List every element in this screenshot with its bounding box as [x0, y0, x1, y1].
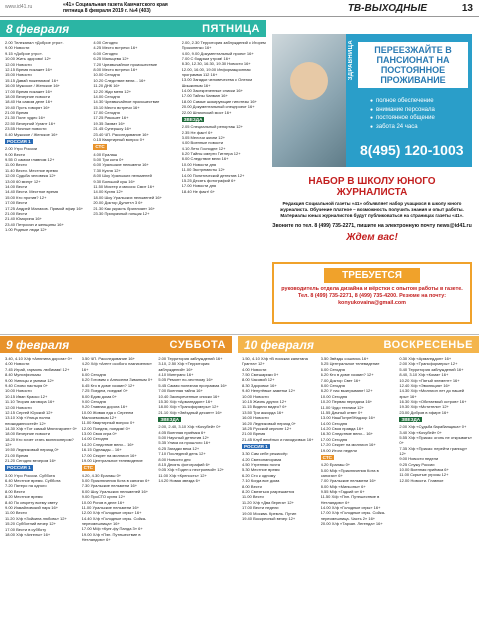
program-listing: 12.00 Поедем, поедим! 0+ — [81, 425, 131, 431]
day-header-saturday — [0, 336, 232, 353]
program-listing: 12.00, 16.00, 19.00 Информационная программа 112 16+ — [181, 66, 251, 77]
day-weekday: ПЯТНИЦА — [202, 22, 260, 35]
program-listing: 18.40 Не факт! 6+ — [181, 188, 215, 194]
program-listing: 4.20, 4.30 Ералаш 0+ — [81, 472, 122, 478]
program-listing: 21.10 Х/ф «Звёздный десант» 16+ — [158, 409, 223, 415]
program-listing: 10.00 Новости — [5, 388, 32, 394]
paper-info: «41» Социальная газета Камчатского края пятница 8 февраля 2019 г. №4 (403) — [63, 2, 168, 14]
ad2-title: НАБОР В ШКОЛУ ЮНОГО ЖУРНАЛИСТА — [308, 176, 436, 198]
ad-phone: 8(495) 120-1003 — [360, 142, 464, 158]
bullet-item: ● постоянное общение — [370, 114, 435, 123]
program-listing: 9.25 Служу России — [399, 461, 435, 467]
program-listing: 11.20 Х/ф «Два берега» 12+ — [242, 499, 294, 505]
program-listing: 2.00 Утро России — [5, 146, 38, 152]
program-listing: 19.40 Пусть говорят 16+ — [5, 104, 50, 110]
program-listing: 15.20 Субботний вечер 12+ — [5, 521, 56, 527]
program-listing: 4.00 Ералаш — [93, 151, 118, 157]
day-date: 8 февраля — [6, 21, 70, 36]
program-listing: 9.00 Умницы и умники 12+ — [5, 377, 55, 383]
program-listing: 16.00 Мужское / Женское 16+ — [5, 83, 61, 89]
program-listing: 16.30 Х/ф «Обитаемый остров» 16+ — [399, 398, 467, 404]
program-listing: 7.00 Доктор Свет 16+ — [320, 377, 361, 383]
program-listing: 14.30 Чрезвычайное происшествие — [93, 99, 160, 105]
program-listing: 13.00 НашПотребНадзор 16+ — [320, 415, 376, 421]
program-listing: 8.40, 3.10 Х/ф «Кома» 16+ — [399, 372, 449, 378]
program-listing: 13.00 Загадки человечества с Олегом Шишкиным 16+ — [181, 77, 253, 88]
program-listing: 1.50, 4.10 Х/ф «В поисках капитана Гранта» 12+ — [242, 356, 308, 367]
program-listing: 18.20 Кто хочет стать миллионером? 12+ — [5, 436, 74, 447]
program-listing: 10.15 Жизнь других 12+ — [242, 398, 287, 404]
program-listing: 18.00 Х/ф «Трансформеры» 12+ — [158, 404, 219, 410]
program-listing: 6.20 Тайны смерти Гитлера 12+ — [181, 151, 241, 157]
program-listing: 13.00 Своя игра 0+ — [81, 431, 118, 437]
ad3-title: ТРЕБУЕТСЯ — [324, 268, 420, 283]
channel-column — [82, 356, 155, 630]
program-listing: 17.00 Вести — [5, 200, 28, 206]
program-listing: 3.00 Утро России. Суббота — [5, 472, 55, 478]
program-listing: 17.25 Андрей Малахов. Прямой эфир 16+ — [5, 205, 84, 211]
program-listing: 14.20 Следствие вели... 16+ — [81, 441, 134, 447]
program-listing: 17.20 Секрет на миллион 16+ — [320, 442, 376, 448]
program-listing: 20.00 Х/ф «Тарзан. Легенда» 16+ — [320, 520, 383, 526]
program-listing: 3.40 Х/ф «Кочубей» 0+ — [399, 429, 442, 435]
program-listing: 21.00 Время — [5, 110, 29, 116]
program-listing: 6.40 Местное время. Суббота — [5, 478, 61, 484]
program-listing: 9.00 ПроСТО кухня 12+ — [81, 494, 126, 500]
program-listing: 19.50 Ледниковый период 0+ — [5, 447, 60, 453]
program-listing: 15.30 Х/ф «Армагеддон» 16+ — [158, 398, 213, 404]
program-listing: 7.20 Пятеро на одного — [5, 483, 47, 489]
day-date: 10 февраля — [244, 337, 314, 352]
program-listing: 12.40 Х/ф «Эволюция» 16+ — [399, 382, 451, 388]
day-header-friday — [0, 20, 266, 37]
program-listing: 17.00 Тайны Чапман 16+ — [181, 93, 228, 99]
program-listing: 8.30 Здоровье 16+ — [242, 382, 277, 388]
program-listing: 11.00 Х/ф «Крепость» 12+ — [158, 472, 207, 478]
program-listing: 15.15 Давай поженимся! 16+ — [5, 77, 59, 83]
program-listing: 6.20 Готовим с Алексеем Зиминым 0+ — [81, 377, 153, 383]
program-listing: 12.15 Сергей Юрский 12+ — [5, 409, 53, 415]
program-listing: 19.00 Москва. Кремль. Путин — [242, 510, 297, 516]
program-listing: 4.20 Х/ф «Агент особого назначения» 16+ — [81, 361, 152, 372]
program-listing: 10.00 Жить здорово! 12+ — [5, 56, 52, 62]
bullet-item: ● внимание персонала — [370, 106, 435, 115]
ad2-body: Редакция Социальной газеты «41» объявляет набор учащихся в школу юного журналиста. Обучение платное – возможность получить знания и опыт работы. Материалы юных журналистов будут публиковаться на страницах газеты «41». — [280, 201, 464, 218]
program-listing: 8.00 Шоу Уральских пельменей — [93, 173, 152, 179]
channel-logo: ЗВЕЗДА — [183, 116, 203, 122]
program-listing: 9.55 М/ф «Гадкий я» 6+ — [320, 489, 365, 494]
program-listing: 17.00 Х/ф «Голодные игры. Сойка-пересмешница. Часть 2» 16+ — [320, 510, 386, 521]
program-listing: 8.20 У нас выигрывают! 12+ — [320, 388, 373, 394]
program-listing: 6.25 Мальцева 12+ — [93, 56, 129, 62]
program-listing: 17.25 Рикошет 16+ — [93, 115, 129, 121]
site-url: www.id41.ru — [5, 4, 33, 10]
program-listing: 11.00 Чудо техники 12+ — [320, 404, 364, 410]
bullet-item: ● полное обеспечение — [370, 97, 435, 106]
program-listing: 21.00 Вести — [5, 210, 28, 216]
program-listing: 7.00 Военная тайна 16+ — [158, 388, 203, 394]
program-listing: 9.40 Слово пастыря 0+ — [5, 382, 48, 388]
program-listing: 7.20 Чрезвычайное происшествие — [93, 61, 158, 67]
channel-column — [93, 40, 177, 330]
section-title: ТВ-ВЫХОДНЫЕ — [347, 3, 427, 14]
program-listing: 4.00 Сегодня — [93, 40, 118, 45]
program-listing: 4.20 Ералаш 0+ — [320, 462, 351, 468]
program-listing: 0.40 Мужское / Женское 16+ — [5, 131, 58, 137]
channel-column — [158, 356, 231, 630]
program-listing: 17.00 Сегодня — [320, 436, 348, 442]
program-listing: 0.30 Х/ф «Армагеддон» 16+ — [399, 356, 452, 361]
program-listing: 21.45 Клуб весёлых и находчивых 16+ — [242, 436, 314, 442]
program-listing: 15.00 Кто против? 12+ — [5, 194, 47, 200]
program-listing: 17.00 Время покажет 16+ — [5, 88, 53, 94]
program-listing: 6.25 Загадки века 12+ — [158, 445, 200, 451]
channel-logo: РОССИЯ 1 — [7, 139, 31, 145]
program-listing: 5.35 Улика из прошлого 16+ — [158, 440, 211, 446]
program-listing: 14.30 Х/ф «Тот самый Мюнхгаузен» 0+ — [5, 425, 78, 431]
channel-logo: СТС — [83, 465, 93, 471]
program-listing: 20.00 Доктор Дулиттл 3 6+ — [93, 200, 143, 206]
program-listing: 5.30 Местное время — [242, 467, 280, 473]
program-listing: 19.00 Центральное телевидение — [81, 458, 143, 464]
program-listing: 22.00 Шпионский мост 16+ — [181, 109, 232, 115]
program-listing: 4.10 Минтранс 16+ — [158, 371, 194, 377]
program-listing: 9.00 Сегодня — [81, 398, 106, 404]
program-listing: 4.00 Военные новости — [181, 140, 224, 146]
program-listing: 7.45 Играй, гармонь любимая! 12+ — [5, 366, 70, 372]
program-listing: 10.00 Сегодня — [320, 393, 348, 399]
program-listing: 4.20 Смехопанорама — [242, 456, 282, 462]
program-listing: 6.20 Сто к одному — [242, 472, 276, 478]
program-listing: 19.40 Воскресный вечер 12+ — [242, 515, 296, 521]
saturday-schedule — [5, 356, 231, 630]
program-listing: 8.00 Вести — [5, 488, 25, 494]
program-listing: 21.45 Супершоу 16+ — [93, 126, 132, 132]
program-listing: 7.10 Последний день 12+ — [158, 451, 206, 457]
program-listing: 11.55 Дачный ответ 0+ — [320, 409, 363, 415]
channel-column — [5, 40, 89, 330]
ad2-contact: Звоните по тел. 8 (499) 735-2271, пишите на электронную почту news@id41.ru — [272, 223, 472, 229]
program-listing: 9.55 О самом главном 12+ — [5, 157, 55, 163]
program-listing: 23.40 Петросян и женщины 16+ — [5, 221, 64, 227]
program-listing: 3.05 Мелочи жизни 12+ — [181, 134, 226, 140]
program-listing: 8.40 Мультфильмы — [5, 372, 41, 378]
program-listing: 7.50 Смешарики 0+ — [242, 371, 279, 377]
program-listing: 18.00 Самые шокирующие гипотезы 16+ — [181, 98, 257, 104]
elderly-photo — [272, 34, 346, 167]
program-listing: 9.00 Новости — [5, 45, 30, 51]
program-listing: 4.50 Утренняя почта — [242, 462, 280, 468]
program-listing: 14.30 Х/ф «Миллион лет до нашей эры» 16+ — [399, 388, 465, 399]
program-listing: 2.00, 2.30 Территория заблуждений с Игорем Прокопенко 16+ — [181, 40, 266, 51]
program-listing: 10.00 Рогов в деле 16+ — [81, 499, 125, 505]
program-listing: 5.25 Центральное телевидение — [320, 361, 380, 367]
program-listing: 9.05 Х/ф «Годен к нестроевой» 12+ — [158, 467, 225, 473]
program-listing: 3.50 ЧП. Расследование 16+ — [81, 356, 135, 361]
program-listing: 11.50 Мистер и миссис Смит 16+ — [93, 183, 155, 189]
channel-column — [182, 40, 266, 330]
program-listing: 5.00 М/ф «Приключения Кота в сапогах» 6+ — [320, 467, 379, 478]
program-listing: 11.40 Вести. Местное время — [5, 167, 58, 173]
channel-logo: РОССИЯ 1 — [244, 444, 268, 450]
program-listing: 14.40 Вести. Местное время — [5, 189, 58, 195]
program-listing: 16.30 Следствие вели... 16+ — [320, 431, 373, 437]
page-number: 13 — [461, 3, 473, 14]
program-listing: 7.25 Поедем, поедим! 0+ — [81, 388, 128, 394]
program-listing: 17.00 Вести недели — [242, 505, 279, 511]
bullet-item: ● забота 24 часа — [370, 123, 435, 132]
program-listing: 16.00 Новости — [242, 415, 269, 421]
program-listing: 12.00 Судьба человека 12+ — [5, 173, 56, 179]
program-listing: 0.15 Квартирный вопрос 0+ — [93, 137, 145, 143]
friday-schedule — [5, 40, 266, 330]
program-listing: 2.00 Территория заблуждений 16+ — [158, 356, 223, 361]
program-listing: 23.40 ЧП. Расследование 16+ — [93, 131, 149, 137]
program-listing: 6.45 Кто в доме хозяин? 12+ — [81, 382, 135, 388]
channel-logo: СТС — [322, 455, 332, 461]
program-listing: 19.00 Итоги недели — [320, 447, 357, 453]
program-listing: 8.15 Десять фотографий 6+ — [158, 462, 211, 468]
program-listing: 10.20 Первая передача 16+ — [320, 399, 373, 405]
ad3-body: руководитель отдела дизайна и вёрстки с опытом работы в газете. Тел. 8 (499) 735-2271, 8 (499) 735-4200. Резюме на почту: konyukovaina@gmail.com — [281, 286, 463, 306]
program-listing: 18.25 Русский керлинг 12+ — [242, 425, 292, 431]
program-listing: 21.20 Сегодня вечером 16+ — [5, 458, 57, 464]
program-listing: 2.05 Специальный репортаж 12+ — [181, 124, 243, 130]
program-listing: 9.00 Вести — [5, 151, 25, 157]
program-listing: 2.00 Телеканал «Доброе утро». — [5, 40, 64, 45]
program-listing: 18.00 Вечерние новости — [5, 431, 50, 437]
program-listing: 14.20 Своя правда 16+ — [320, 426, 364, 432]
program-listing: 4.25 Место встречи 16+ — [93, 45, 138, 51]
program-listing: 21.00 Время — [242, 431, 266, 437]
program-listing: 16.15 Однажды... 16+ — [81, 447, 122, 453]
channel-logo: ЗВЕЗДА — [401, 417, 421, 423]
program-listing: 2.35 Не факт! 6+ — [181, 129, 213, 135]
program-listing: 7.30 Уральские пельмени 16+ — [81, 483, 138, 489]
program-listing: 11.10 Теория заговора 16+ — [5, 399, 55, 405]
program-listing: 23.55 Ночные новости — [5, 126, 47, 132]
program-listing: 13.00 60 минут 12+ — [5, 178, 41, 184]
program-listing: 6.20 Кто в доме хозяин? 12+ — [320, 372, 374, 378]
program-listing: 14.00 Кухня 12+ — [93, 189, 124, 195]
program-listing: 14.40 Х/ф «Голодные игры. Сойка-пересмешница» 16+ — [81, 515, 147, 526]
channel-logo: РОССИЯ 1 — [7, 465, 31, 471]
program-listing: 6.00 Сегодня — [81, 371, 106, 377]
channel-column — [242, 356, 317, 630]
program-listing: 7.35 Х/ф «Приказ: перейти границу» 12+ — [399, 445, 468, 456]
program-listing: 7.30 Кухня 12+ — [93, 167, 121, 173]
program-listing: 6.00 Уральские пельмени 16+ — [93, 162, 149, 168]
program-listing: 3.30 Сам себе режиссёр — [242, 451, 288, 457]
program-listing: 8.40 По секрету всему свету — [5, 499, 58, 505]
program-listing: 9.00 Измайловский парк 16+ — [5, 504, 59, 510]
program-listing: 23.30 Призрачный гонщик 12+ — [93, 210, 150, 216]
program-listing: 14.00 Сегодня — [93, 93, 120, 99]
program-listing: 5.00 Научный детектив 12+ — [158, 435, 210, 441]
program-listing: 8.00 Место встречи 16+ — [93, 66, 138, 72]
day-header-sunday — [238, 336, 479, 353]
program-listing: 11.00 Вести — [242, 494, 264, 500]
channel-column — [5, 356, 78, 630]
day-weekday: СУББОТА — [169, 338, 226, 351]
program-listing: 2.00, 2.40, 3.10 Х/ф «Кочубей» 0+ — [158, 424, 221, 430]
ad-strip-text: ЗДРАВНИЦА — [348, 40, 354, 81]
program-listing: 10.00 Военная приёмка 6+ — [399, 467, 449, 473]
program-listing: 17.00 М/ф «Кунг-фу Панда 3» 6+ — [81, 526, 143, 532]
program-listing: 17.00 Секрет на миллион 16+ — [81, 452, 137, 458]
program-listing: 3.10, 2.50 Х/ф «Территория заблуждений» 16+ — [158, 361, 210, 372]
program-listing: 15.00 Новости — [5, 72, 32, 78]
program-listing: 10.00 Сегодня — [93, 72, 120, 78]
program-listing: 5.40 Территория заблуждений 16+ — [399, 366, 464, 372]
program-listing: 21.30 Как украсть бриллиант 16+ — [93, 205, 155, 211]
program-listing: 4.05 Военная приёмка 6+ — [158, 429, 206, 435]
program-listing: 18.00 Вечерние новости — [5, 93, 50, 99]
program-listing: 10.00 Новости дня — [181, 161, 217, 167]
program-listing: 11.00 Уральские пельмени 16+ — [81, 504, 140, 510]
program-listing: 11.20 Х/ф «Зойкина любовь» 12+ — [5, 515, 67, 521]
program-listing: 20.00 Документальный спецпроект 16+ — [181, 104, 255, 110]
program-listing: 5.55 Х/ф «Приказ: огонь не открывать» 0+ — [399, 435, 472, 446]
program-listing: 4.00, 9.00 Документальный проект 16+ — [181, 50, 254, 56]
program-listing: 12.00 Новости. Главное — [399, 477, 444, 483]
program-listing: 6.00 Сегодня — [93, 50, 118, 56]
program-listing: 1.00 Родные люди 12+ — [5, 227, 47, 233]
program-listing: 5.00 Приключения Кота в сапогах 6+ — [81, 478, 150, 484]
program-listing: 14.00 Засекреченные списки 16+ — [181, 87, 243, 93]
program-listing: 12.00 Новости — [5, 61, 32, 67]
program-listing: 16.20 Ледниковый период 0+ — [242, 420, 297, 426]
channel-logo: СТС — [95, 144, 105, 150]
program-listing: 3.50 Звёзды сошлись 16+ — [320, 356, 369, 361]
program-listing: 11.20 ДНК 16+ — [93, 83, 120, 89]
program-listing: 8.00 Часовой 12+ — [242, 377, 275, 383]
program-listing: 10.15 Иван Краско 12+ — [5, 393, 48, 399]
program-listing: 14.00 Вести — [5, 183, 28, 189]
program-listing: 22.50 Вечерний Ургант 16+ — [5, 120, 56, 126]
job-ad — [272, 262, 472, 324]
program-listing: 18.00 Х/ф «Ангелы» 16+ — [5, 531, 51, 537]
program-listing: 8.00 Новости дня — [158, 456, 191, 462]
day-weekday: ВОСКРЕСЕНЬЕ — [383, 338, 473, 351]
program-listing: 11.00 Квартирный вопрос 0+ — [81, 420, 135, 426]
pension-ad[interactable] — [272, 34, 472, 167]
program-listing: 10.00 Живая еда с Сергеем Малоземовым 12+ — [81, 409, 134, 420]
program-listing: 21.40 Юморина 16+ — [5, 216, 42, 222]
program-listing: 18.40 На самом деле 16+ — [5, 99, 53, 105]
program-listing: 8.20 Местное время — [5, 494, 43, 500]
program-listing: 9.00 Новости недели — [399, 456, 439, 462]
program-listing: 14.20 Новая звезда 6+ — [158, 478, 201, 484]
program-listing: 8.00 Шоу Уральских пельменей 16+ — [81, 488, 149, 494]
program-listing: 11.00 Скрытые угрозы 12+ — [399, 472, 449, 478]
program-listing: 13.10 Х/ф «Улица полна неожиданностей» 12+ — [5, 415, 51, 426]
channel-column — [399, 356, 474, 630]
ad-headline: ПЕРЕЕЗЖАЙТЕ В ПАНСИОНАТ НА ПОСТОЯННОЕ ПРОЖИВАНИЕ — [358, 42, 468, 88]
program-listing: 17.00 Сегодня — [93, 110, 120, 116]
program-listing: 15.25 Десять фотографий 6+ — [181, 178, 236, 184]
program-listing: 9.15 «Доброе утро». — [5, 50, 43, 56]
program-listing: 11.00 Экстремисты 12+ — [181, 167, 226, 173]
program-listing: 12.00 Х/ф «Голодные игры» 16+ — [81, 510, 142, 516]
program-listing: 12.00 Новости — [5, 404, 32, 410]
program-listing: 10.20 Следствие вели... 16+ — [93, 77, 146, 83]
day-date: 9 февраля — [6, 337, 70, 352]
program-listing: 17.00 Вести в субботу — [5, 526, 47, 532]
program-listing: 8.00 Следствие вели 16+ — [181, 156, 229, 162]
program-listing: 7.10 Когда все дома — [242, 478, 280, 484]
program-listing: 8.00 Сегодня — [320, 382, 345, 388]
program-listing: 14.00 Х/ф «Голодные игры» 16+ — [320, 504, 381, 510]
program-listing: 14.00 Сегодня — [320, 420, 348, 426]
program-listing: 14.00 Политический детектив 12+ — [181, 172, 245, 178]
program-listing: 5.05 Ремонт по-честному 16+ — [158, 377, 214, 383]
program-listing: 13.50 Три аккорда 16+ — [242, 409, 284, 415]
program-listing: 21.30 Поле чудес 16+ — [5, 115, 46, 121]
program-listing: 2.00 Х/ф «Трансформеры» 12+ — [399, 361, 458, 367]
program-listing: 19.00 Х/ф «Пэн. Путешествие в Нетландию» 6+ — [81, 531, 141, 542]
program-listing: 11.15 Видели видео? 6+ — [242, 404, 287, 410]
program-listing: 23.00 Добров в эфире 16+ — [399, 409, 449, 415]
program-listing: 9.30 Большой куш 16+ — [93, 178, 136, 184]
program-listing: 7.00 С бодрым утром! 16+ — [181, 55, 231, 61]
program-listing: 5.45 Самая полезная программа 16+ — [158, 382, 228, 388]
program-listing: 12.20 Жди меня 12+ — [93, 88, 132, 94]
program-listing: 17.00 Новости дня — [181, 183, 217, 189]
journalism-school-ad — [272, 170, 472, 258]
program-listing: 5.00 Три кота 0+ — [93, 157, 124, 163]
program-listing: 8.00 Едим дома 0+ — [81, 393, 117, 399]
program-listing: 19.30 Х/ф «Мстители» 12+ — [399, 404, 449, 410]
program-listing: 7.00 Уральские пельмени 16+ — [320, 478, 377, 484]
program-listing: 8.20 Смеяться разрешается — [242, 489, 295, 494]
program-listing: 11.50 Х/ф «Пэн. Путешествие в Нетландию» 6+ — [320, 494, 380, 505]
program-listing: 8.00 М/ф «Миньоны» 6+ — [320, 483, 366, 489]
program-listing: 19.35 Захват 16+ — [93, 120, 126, 126]
program-listing: 21.00 Время — [5, 452, 29, 458]
program-listing: 10.40 Засекреченные списки 16+ — [158, 393, 220, 399]
program-listing: 8.30, 12.30, 16.30, 19.30 Новости 16+ — [181, 61, 251, 67]
ad-bullets — [370, 97, 435, 131]
program-listing: 8.00 Вести — [242, 483, 262, 489]
program-listing: 9.20 Главная дорога 16+ — [81, 404, 128, 410]
page-header — [0, 0, 479, 17]
program-listing: 4.10 Лето Господне 12+ — [181, 145, 226, 151]
program-listing: 10.20 Х/ф «Пятый элемент» 16+ — [399, 377, 460, 383]
program-listing: 11.00 Вести — [5, 510, 27, 516]
program-listing: 9.40 Непутёвые заметки 12+ — [242, 388, 296, 394]
program-listing: 3.40, 4.10 Х/ф «Анютина дорога» 0+ — [5, 356, 73, 361]
program-listing: 2.00 Х/ф «Судьба барабанщика» 0+ — [399, 424, 467, 430]
program-listing: 18.00 Шоу Уральских пельменей 16+ — [93, 194, 162, 200]
channel-logo: ЗВЕЗДА — [160, 417, 180, 423]
program-listing: 15.10 Место встречи 16+ — [93, 104, 140, 110]
program-listing: 14.00 Сегодня — [81, 436, 109, 442]
ad2-cta: Ждем вас! — [346, 231, 398, 243]
program-listing: 6.00 Сегодня — [320, 366, 345, 372]
channel-column — [321, 356, 396, 630]
sunday-schedule — [242, 356, 474, 630]
program-listing: 11.00 Вести — [5, 162, 27, 168]
program-listing: 4.00 Новости — [242, 366, 267, 372]
program-listing: 10.00 Новости — [242, 393, 269, 399]
program-listing: 4.00 Новости — [5, 361, 30, 367]
program-listing: 12.15 Время покажет 16+ — [5, 66, 53, 72]
